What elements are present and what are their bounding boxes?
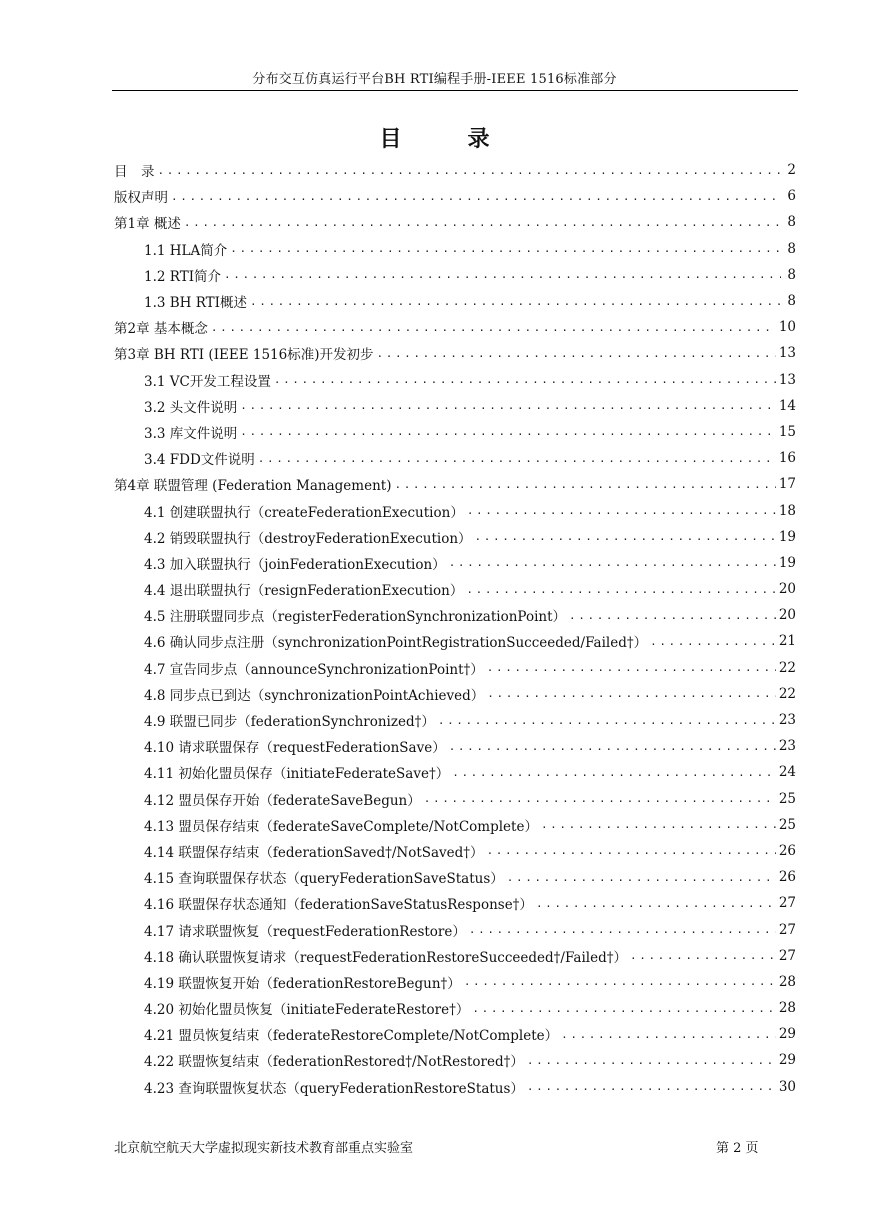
toc-entry-label: 4.8 同步点已到达（synchronizationPointAchieved） xyxy=(144,687,485,704)
toc-entry-page: 19 xyxy=(778,554,796,571)
toc-entry[interactable] xyxy=(114,236,796,262)
toc-entry-label: 1.2 RTI简介 xyxy=(144,268,222,285)
toc-dot-leader xyxy=(394,478,775,491)
toc-entry-label: 4.12 盟员保存开始（federateSaveBegun） xyxy=(144,792,421,809)
toc-dot-leader xyxy=(449,740,776,753)
toc-entry-label: 1.1 HLA简介 xyxy=(144,242,228,259)
toc-dot-leader xyxy=(469,923,776,936)
toc-entry-page: 10 xyxy=(778,319,796,336)
footer-institution: 北京航空航天大学虚拟现实新技术教育部重点实验室 xyxy=(114,1141,414,1156)
toc-entry[interactable] xyxy=(114,759,796,785)
toc-dot-leader xyxy=(211,321,776,334)
toc-dot-leader xyxy=(487,687,776,700)
toc-dot-leader xyxy=(449,556,776,569)
toc-entry-label: 4.7 宣告同步点（announceSynchronizationPoint†） xyxy=(144,661,484,678)
toc-entry-page: 8 xyxy=(787,214,796,231)
toc-dot-leader xyxy=(507,871,776,884)
toc-dot-leader xyxy=(527,1080,776,1093)
toc-entry[interactable] xyxy=(114,655,796,681)
toc-entry-page: 27 xyxy=(778,921,796,938)
toc-entry[interactable] xyxy=(114,864,796,890)
toc-entry[interactable] xyxy=(114,1074,796,1100)
toc-dot-leader xyxy=(630,949,776,962)
toc-entry-label: 第2章 基本概念 xyxy=(114,321,208,338)
toc-dot-leader xyxy=(438,714,776,727)
toc-dot-leader xyxy=(230,242,781,255)
toc-entry-page: 28 xyxy=(778,1000,796,1017)
toc-entry-label: 4.4 退出联盟执行（resignFederationExecution） xyxy=(144,583,464,600)
toc-dot-leader xyxy=(171,190,781,203)
toc-entry-page: 2 xyxy=(787,162,796,179)
toc-entry-page: 16 xyxy=(778,450,796,467)
toc-entry-label: 4.11 初始化盟员保存（initiateFederateSave†） xyxy=(144,766,450,783)
toc-entry-page: 23 xyxy=(778,712,796,729)
toc-entry-page: 13 xyxy=(778,345,796,362)
toc-entry-page: 30 xyxy=(778,1078,796,1095)
toc-dot-leader xyxy=(184,216,781,229)
toc-entry-label: 4.1 创建联盟执行（createFederationExecution） xyxy=(144,504,464,521)
toc-dot-leader xyxy=(250,295,781,308)
toc-entry-label: 4.5 注册联盟同步点（registerFederationSynchronizationPoint） xyxy=(144,609,567,626)
toc-entry-page: 22 xyxy=(778,659,796,676)
toc-entry-label: 第4章 联盟管理 (Federation Management) xyxy=(114,478,392,495)
toc-entry-label: 4.2 销毁联盟执行（destroyFederationExecution） xyxy=(144,530,472,547)
page-header: 分布交互仿真运行平台BH RTI编程手册-IEEE 1516标准部分 xyxy=(252,72,617,87)
toc-entry[interactable] xyxy=(114,1047,796,1073)
toc-dot-leader xyxy=(240,399,776,412)
toc-entry-label: 4.14 联盟保存结束（federationSaved†/NotSaved†） xyxy=(144,844,484,861)
toc-entry-label: 第1章 概述 xyxy=(114,216,181,233)
toc-entry-label: 4.10 请求联盟保存（requestFederationSave） xyxy=(144,740,446,757)
toc-entry-label: 4.6 确认同步点注册（synchronizationPointRegistrationSucceeded/Failed†） xyxy=(144,635,648,652)
toc-entry-label: 第3章 BH RTI (IEEE 1516标准)开发初步 xyxy=(114,347,374,364)
toc-dot-leader xyxy=(377,347,776,360)
toc-entry-page: 17 xyxy=(778,476,796,493)
page-title: 目 录 xyxy=(379,126,512,152)
toc-dot-leader xyxy=(650,635,776,648)
toc-entry-page: 27 xyxy=(778,895,796,912)
toc-entry[interactable] xyxy=(114,733,796,759)
toc-entry-page: 13 xyxy=(778,371,796,388)
toc-entry-page: 28 xyxy=(778,973,796,990)
toc-dot-leader xyxy=(424,792,776,805)
toc-entry-page: 18 xyxy=(778,502,796,519)
toc-entry-page: 23 xyxy=(778,738,796,755)
toc-entry[interactable] xyxy=(114,995,796,1021)
toc-entry[interactable] xyxy=(114,497,796,523)
toc-dot-leader xyxy=(224,268,781,281)
toc-entry-label: 3.3 库文件说明 xyxy=(144,425,238,442)
toc-entry-label: 4.21 盟员恢复结束（federateRestoreComplete/NotComplete） xyxy=(144,1028,559,1045)
toc-entry[interactable] xyxy=(114,812,796,838)
toc-entry-page: 29 xyxy=(778,1052,796,1069)
toc-entry[interactable] xyxy=(114,209,796,235)
toc-entry[interactable] xyxy=(114,916,796,942)
toc-entry-label: 4.9 联盟已同步（federationSynchronized†） xyxy=(144,714,435,731)
toc-dot-leader xyxy=(464,975,776,988)
toc-dot-leader xyxy=(475,530,776,543)
toc-entry-page: 8 xyxy=(787,240,796,257)
table-of-contents xyxy=(114,157,796,1100)
toc-entry[interactable] xyxy=(114,288,796,314)
toc-dot-leader xyxy=(536,897,776,910)
toc-entry[interactable] xyxy=(114,890,796,916)
footer-page-number: 第 2 页 xyxy=(716,1141,759,1156)
header-divider xyxy=(112,90,798,91)
toc-entry-label: 4.16 联盟保存状态通知（federationSaveStatusResponse†） xyxy=(144,897,533,914)
toc-entry[interactable] xyxy=(114,838,796,864)
toc-entry[interactable] xyxy=(114,419,796,445)
toc-entry[interactable] xyxy=(114,314,796,340)
toc-entry[interactable] xyxy=(114,445,796,471)
toc-entry[interactable] xyxy=(114,550,796,576)
toc-dot-leader xyxy=(467,504,776,517)
toc-entry-page: 8 xyxy=(787,293,796,310)
toc-entry[interactable] xyxy=(114,393,796,419)
toc-entry-label: 4.18 确认联盟恢复请求（requestFederationRestoreSucceeded†/Failed†） xyxy=(144,949,627,966)
toc-entry-label: 4.3 加入联盟执行（joinFederationExecution） xyxy=(144,556,446,573)
toc-dot-leader xyxy=(472,1002,775,1015)
toc-entry[interactable] xyxy=(114,1021,796,1047)
toc-entry[interactable] xyxy=(114,786,796,812)
toc-dot-leader xyxy=(541,818,776,831)
toc-entry-page: 27 xyxy=(778,947,796,964)
toc-entry-label: 4.15 查询联盟保存状态（queryFederationSaveStatus） xyxy=(144,871,504,888)
toc-entry[interactable] xyxy=(114,524,796,550)
toc-entry[interactable] xyxy=(114,969,796,995)
toc-entry-page: 26 xyxy=(778,869,796,886)
toc-entry-label: 目 录 xyxy=(114,164,155,181)
toc-entry-label: 版权声明 xyxy=(114,190,168,207)
toc-entry[interactable] xyxy=(114,602,796,628)
toc-dot-leader xyxy=(274,373,776,386)
toc-entry-label: 3.2 头文件说明 xyxy=(144,399,238,416)
toc-entry-page: 26 xyxy=(778,842,796,859)
toc-entry-page: 24 xyxy=(778,764,796,781)
toc-entry-label: 4.22 联盟恢复结束（federationRestored†/NotRestored†） xyxy=(144,1054,524,1071)
toc-entry[interactable] xyxy=(114,262,796,288)
toc-dot-leader xyxy=(527,1054,776,1067)
toc-entry[interactable] xyxy=(114,681,796,707)
toc-entry-page: 6 xyxy=(787,188,796,205)
toc-entry-page: 19 xyxy=(778,528,796,545)
toc-dot-leader xyxy=(452,766,776,779)
toc-dot-leader xyxy=(258,452,776,465)
toc-entry-label: 4.17 请求联盟恢复（requestFederationRestore） xyxy=(144,923,466,940)
toc-dot-leader xyxy=(561,1028,776,1041)
toc-entry[interactable] xyxy=(114,707,796,733)
toc-dot-leader xyxy=(569,609,776,622)
toc-entry-page: 25 xyxy=(778,790,796,807)
toc-entry[interactable] xyxy=(114,471,796,497)
toc-entry-label: 4.20 初始化盟员恢复（initiateFederateRestore†） xyxy=(144,1002,470,1019)
toc-entry-label: 3.1 VC开发工程设置 xyxy=(144,373,271,390)
toc-entry[interactable] xyxy=(114,340,796,366)
toc-entry-label: 4.23 查询联盟恢复状态（queryFederationRestoreStatus） xyxy=(144,1080,524,1097)
toc-entry-label: 4.13 盟员保存结束（federateSaveComplete/NotComplete） xyxy=(144,818,538,835)
toc-entry-page: 29 xyxy=(778,1026,796,1043)
toc-dot-leader xyxy=(240,425,776,438)
toc-entry-page: 22 xyxy=(778,685,796,702)
toc-entry[interactable] xyxy=(114,576,796,602)
toc-entry-page: 14 xyxy=(778,397,796,414)
toc-entry-label: 3.4 FDD文件说明 xyxy=(144,452,255,469)
toc-entry[interactable] xyxy=(114,628,796,654)
toc-entry-page: 15 xyxy=(778,423,796,440)
toc-entry-page: 20 xyxy=(778,581,796,598)
toc-entry-page: 25 xyxy=(778,816,796,833)
toc-entry-page: 21 xyxy=(778,633,796,650)
toc-entry[interactable] xyxy=(114,183,796,209)
toc-dot-leader xyxy=(158,164,782,177)
toc-entry-label: 1.3 BH RTI概述 xyxy=(144,295,248,312)
toc-entry[interactable] xyxy=(114,367,796,393)
toc-entry-page: 8 xyxy=(787,266,796,283)
toc-entry-label: 4.19 联盟恢复开始（federationRestoreBegun†） xyxy=(144,975,461,992)
toc-entry[interactable] xyxy=(114,157,796,183)
toc-dot-leader xyxy=(487,661,776,674)
toc-dot-leader xyxy=(487,844,776,857)
toc-entry[interactable] xyxy=(114,943,796,969)
toc-dot-leader xyxy=(466,583,775,596)
toc-entry-page: 20 xyxy=(778,607,796,624)
